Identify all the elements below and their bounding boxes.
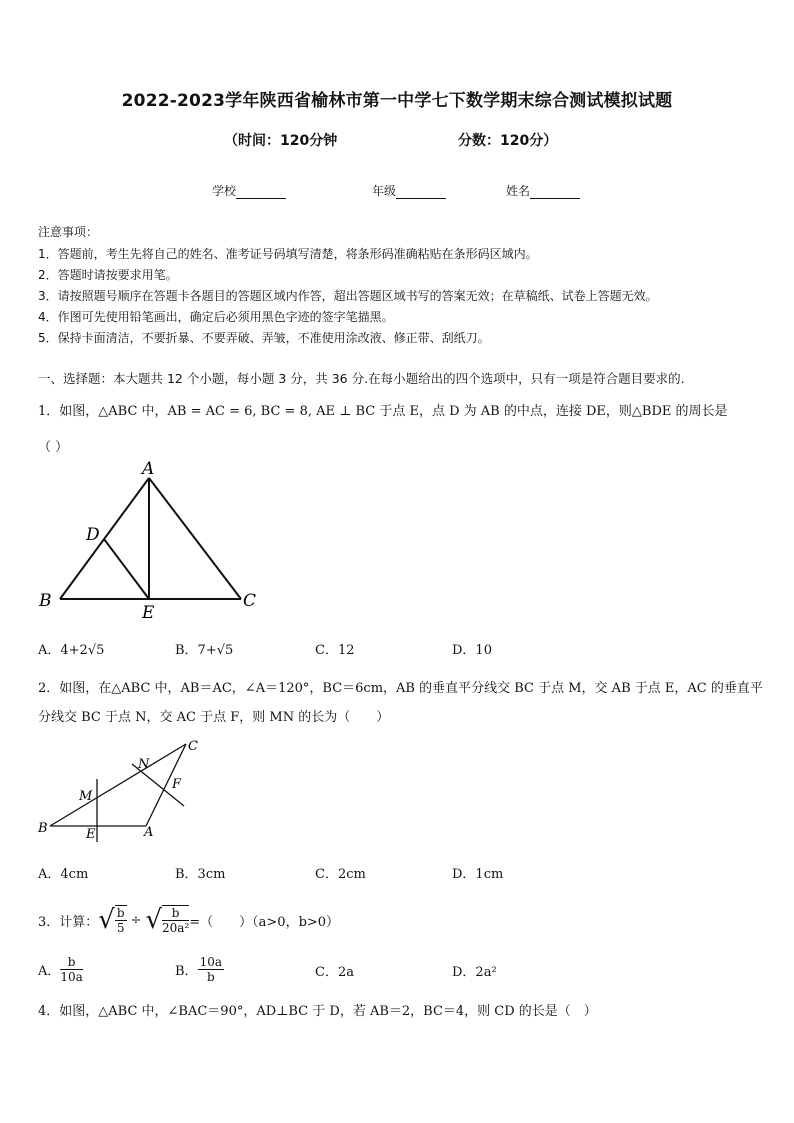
label-e: E [86,827,96,842]
q3-prefix: 3．计算： [38,914,99,930]
section-heading: 一、选择题：本大题共 12 个小题，每小题 3 分，共 36 分.在每小题给出的四个选项中，只有一项是符合题目要求的. [38,371,685,386]
grade-field [372,182,446,199]
question-4-stem: 4．如图，△ABC 中，∠BAC＝90°，AD⊥BC 于 D，若 AB＝2，BC＝4，则 CD 的长是（ ） [38,1004,597,1019]
q3-opt-a-num: b [60,955,82,970]
q3-radicand-2 [162,905,189,935]
school-field [212,182,286,199]
q3-opt-b-num: 10a [199,954,222,969]
note-item: 1．答题前，考生先将自己的姓名、准考证号码填写清楚，将条形码准确粘贴在条形码区域内。 [38,247,538,261]
time-label: （时间：120分钟 [224,133,338,149]
school-blank [236,187,286,199]
q3-opt-b-label: B． [175,963,198,979]
note-item: 4．作图可先使用铅笔画出，确定后必须用黑色字迹的签字笔描黑。 [38,310,394,324]
name-label: 姓名 [506,184,531,198]
q3-radicand-1 [115,905,127,935]
q1-text: △ABC 中，AB = AC = 6, BC = 8, AE ⊥ BC 于点 E，点 D 为 AB 的中点，连接 DE，则△BDE 的周长是 [98,404,728,419]
label-d: D [86,525,100,545]
note-item: 3．请按照题号顺序在答题卡各题目的答题区域内作答，超出答题区域书写的答案无效；在草稿纸、试卷上答题无效。 [38,289,658,303]
q3-suffix: =（ ）（a>0，b>0） [189,914,340,930]
q3-option-d[interactable]: D．2a² [452,965,497,980]
note-item: 2．答题时请按要求用笔。 [38,268,178,282]
q2-option-c[interactable]: C．2cm [315,867,366,882]
q3-opt-a-den: 10a [60,969,83,984]
note-item: 5．保持卡面清洁，不要折暴、不要弄破、弄皱，不准使用涂改液、修正带、刮纸刀。 [38,331,490,345]
q2-option-b[interactable]: B．3cm [175,867,226,882]
label-b: B [39,591,52,611]
q3-option-b[interactable] [175,950,224,988]
q3-rad2-den: 20a² [162,921,190,935]
q3-rad1-num: b [116,906,125,920]
q3-option-a[interactable] [38,950,83,988]
name-blank [530,187,580,199]
q2-triangle-figure [34,734,214,844]
q1-paren: （ ） [38,440,69,455]
question-3-stem [38,898,339,942]
label-b: B [38,821,48,836]
q1-triangle-figure [36,458,266,628]
name-field [506,182,580,199]
q3-opt-b-den: b [206,969,215,984]
q2-option-a[interactable]: A．4cm [38,867,89,882]
label-a: A [144,825,154,840]
q1-prefix: 1．如图， [38,404,99,419]
question-2-line2: 分线交 BC 于点 N，交 AC 于点 F，则 MN 的长为（ ） [38,710,390,725]
segment-de [104,539,149,599]
grade-blank [396,187,446,199]
grade-label: 年级 [372,184,397,198]
label-m: M [79,789,93,804]
label-f: F [172,777,182,792]
segment-ac [149,478,241,599]
q1-option-d[interactable]: D．10 [452,643,492,658]
radical-sign-icon: √ [98,905,115,935]
label-a: A [142,459,155,479]
question-2-line1: 2．如图，在△ABC 中，AB＝AC，∠A＝120°，BC＝6cm，AB 的垂直平分线交 BC 于点 M，交 AB 于点 E，AC 的垂直平 [38,681,763,696]
q3-opt-a-fraction [60,955,82,984]
school-label: 学校 [212,184,237,198]
q3-rad2-num: b [162,906,189,921]
label-c: C [188,739,198,754]
question-1-stem [38,400,728,419]
notes-heading: 注意事项： [38,225,99,239]
label-c: C [243,591,257,611]
q3-rad1-den: 5 [116,921,125,935]
q3-opt-a-label: A． [38,963,61,979]
label-n: N [138,757,150,772]
q3-opt-b-fraction [198,955,224,984]
radical-sign-icon: √ [145,905,163,935]
score-label: 分数：120分） [458,133,558,149]
q1-option-c[interactable]: C．12 [315,643,355,658]
q3-option-c[interactable]: C．2a [315,965,354,980]
label-e: E [142,603,155,623]
q1-option-a[interactable]: A．4+2√5 [38,643,105,658]
q2-option-d[interactable]: D．1cm [452,867,504,882]
q1-option-b[interactable]: B．7+√5 [175,643,234,658]
page-title: 2022-2023学年陕西省榆林市第一中学七下数学期末综合测试模拟试题 [121,91,673,111]
q3-divide: ÷ [130,912,142,928]
